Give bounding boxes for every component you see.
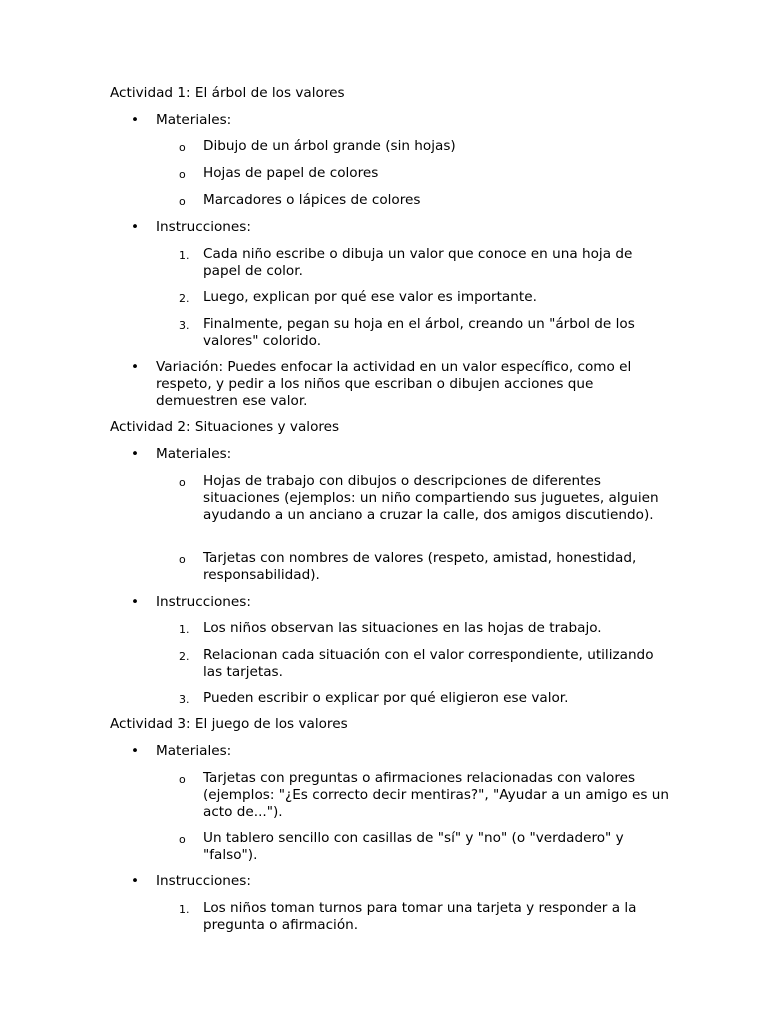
list-marker: o xyxy=(179,553,186,566)
activity-1-title: Actividad 1: El árbol de los valores xyxy=(110,85,345,101)
activity-1-material-3 xyxy=(179,192,673,209)
activity-2-instruction-3 xyxy=(179,690,673,707)
list-marker: 1. xyxy=(179,249,190,262)
list-marker: 1. xyxy=(179,623,190,636)
activity-1-variation: • Variación: Puedes enfocar la actividad en un valor específico, como el respeto, y pedir a los niños que escriban o dibujen acciones que demuestren ese valor. xyxy=(156,359,676,410)
activity-2-materials-label: • Materiales: xyxy=(156,446,676,463)
list-marker: 3. xyxy=(179,319,190,332)
list-item-text: Dibujo de un árbol grande (sin hojas) xyxy=(203,138,456,154)
activity-2-instruction-1 xyxy=(179,620,673,637)
list-marker: o xyxy=(179,195,186,208)
list-item-text: Hojas de papel de colores xyxy=(203,165,379,181)
list-item-text: Pueden escribir o explicar por qué eligieron ese valor. xyxy=(203,690,569,706)
activity-1-instruction-3 xyxy=(179,316,673,350)
list-marker: 2. xyxy=(179,650,190,663)
list-marker: o xyxy=(179,833,186,846)
list-item-text: Un tablero sencillo con casillas de "sí" y "no" (o "verdadero" y "falso"). xyxy=(203,830,624,863)
activity-1-material-1 xyxy=(179,138,673,155)
activity-3-instructions-label: • Instrucciones: xyxy=(156,873,676,890)
activity-3-title: Actividad 3: El juego de los valores xyxy=(110,716,348,732)
list-marker: o xyxy=(179,168,186,181)
activity-1-material-2 xyxy=(179,165,673,182)
activity-1-instructions-label: • Instrucciones: xyxy=(156,219,676,236)
list-item-text: Finalmente, pegan su hoja en el árbol, creando un "árbol de los valores" colorido. xyxy=(203,316,635,349)
list-item-text: Cada niño escribe o dibuja un valor que conoce en una hoja de papel de color. xyxy=(203,246,633,279)
activity-3-instruction-1 xyxy=(179,900,673,934)
list-marker: 2. xyxy=(179,292,190,305)
list-item-text: Los niños observan las situaciones en las hojas de trabajo. xyxy=(203,620,602,636)
list-marker: o xyxy=(179,141,186,154)
activity-3-materials-label: • Materiales: xyxy=(156,743,676,760)
list-item-text: Luego, explican por qué ese valor es importante. xyxy=(203,289,537,305)
activity-3-material-1 xyxy=(179,770,673,821)
list-item-text: Marcadores o lápices de colores xyxy=(203,192,421,208)
list-marker: 3. xyxy=(179,693,190,706)
list-marker: o xyxy=(179,476,186,489)
activity-2-instruction-2 xyxy=(179,647,673,681)
activity-2-title: Actividad 2: Situaciones y valores xyxy=(110,419,340,435)
list-item-text: Tarjetas con nombres de valores (respeto, amistad, honestidad, responsabilidad). xyxy=(203,550,637,583)
list-item-text: Relacionan cada situación con el valor correspondiente, utilizando las tarjetas. xyxy=(203,647,654,680)
activity-2-material-1 xyxy=(179,473,673,524)
list-item-text: Hojas de trabajo con dibujos o descripciones de diferentes situaciones (ejemplos: un niño compartiendo sus juguetes, alguien ayudando a un anciano a cruzar la calle, dos amigos discutiendo). xyxy=(203,473,659,523)
activity-1-materials-label: • Materiales: xyxy=(156,112,676,129)
list-marker: 1. xyxy=(179,903,190,916)
list-item-text: Los niños toman turnos para tomar una tarjeta y responder a la pregunta o afirmación. xyxy=(203,900,637,933)
list-marker: o xyxy=(179,773,186,786)
activity-2-material-2 xyxy=(179,550,673,584)
list-item-text: Tarjetas con preguntas o afirmaciones relacionadas con valores (ejemplos: "¿Es correcto decir mentiras?", "Ayudar a un amigo es un acto de..."). xyxy=(203,770,670,820)
activity-3-material-2 xyxy=(179,830,673,864)
activity-1-instruction-2 xyxy=(179,289,673,306)
activity-2-instructions-label: • Instrucciones: xyxy=(156,594,676,611)
activity-1-instruction-1 xyxy=(179,246,673,280)
